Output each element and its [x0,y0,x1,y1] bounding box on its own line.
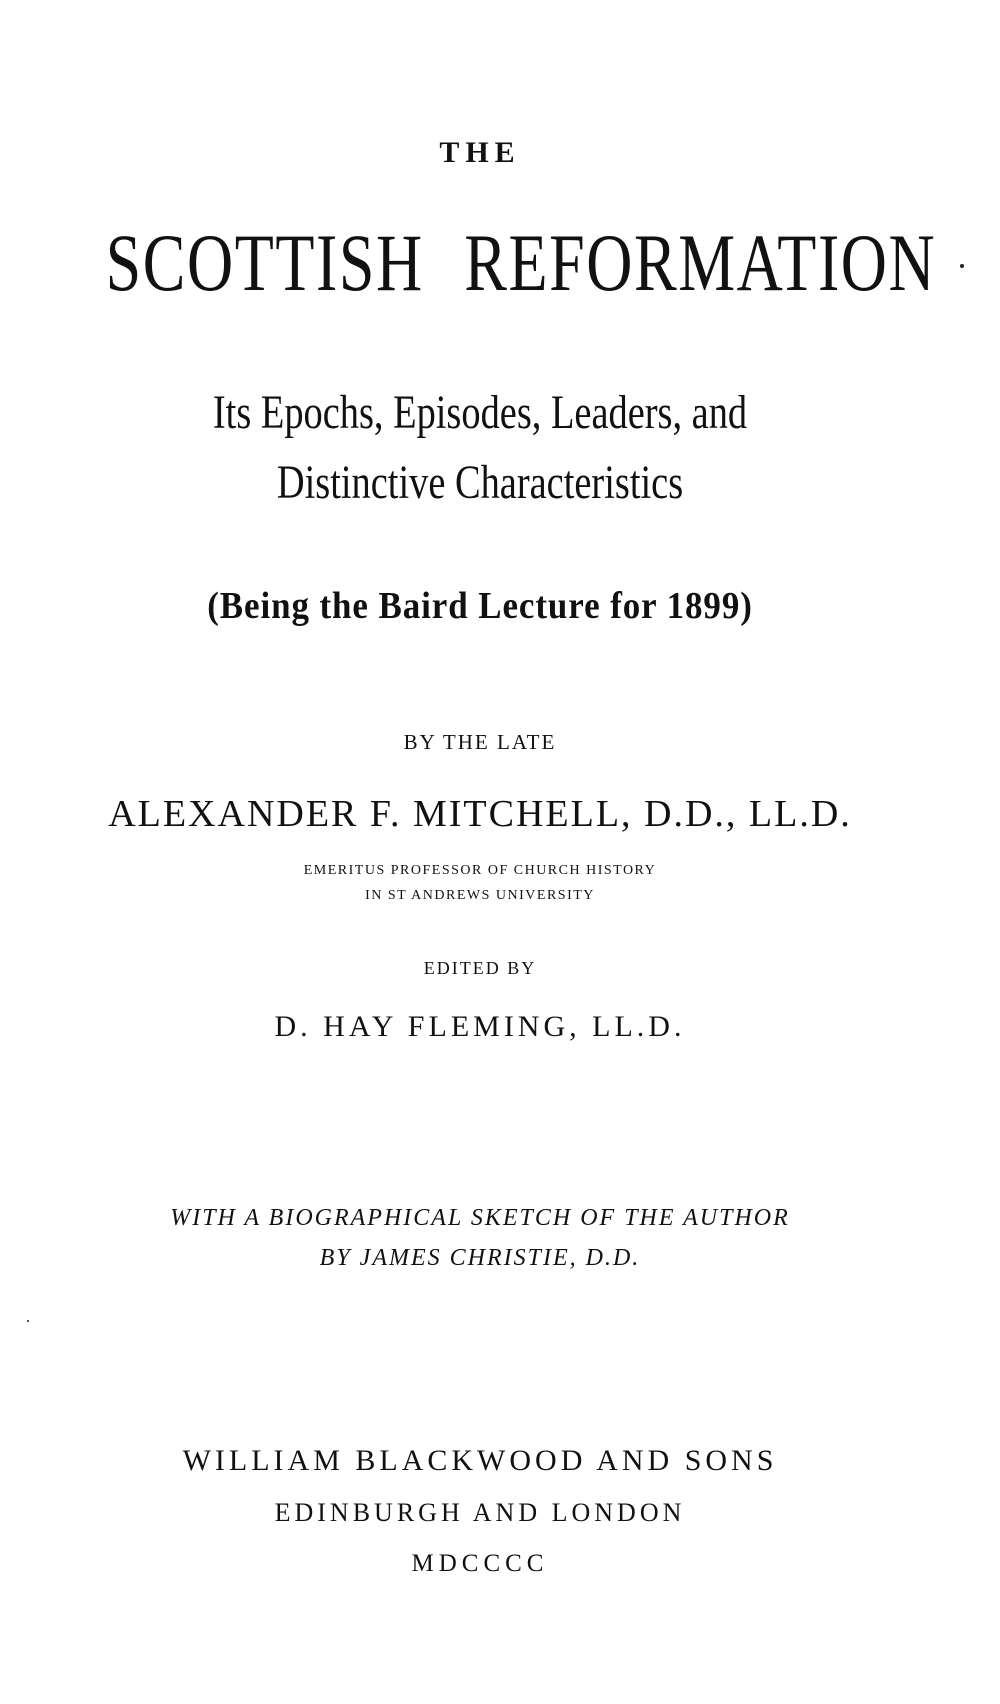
author-affiliation [0,858,960,908]
edited-by-label: EDITED BY [423,958,537,978]
stray-mark [960,264,964,268]
sketch-line-1: WITH A BIOGRAPHICAL SKETCH OF THE AUTHOR [170,1205,790,1231]
subtitle-line-1: Its Epochs, Episodes, Leaders, and [212,386,748,439]
by-the-late-label: BY THE LATE [403,730,557,754]
affiliation-line-1: EMERITUS PROFESSOR OF CHURCH HISTORY [303,863,657,878]
publisher-name: WILLIAM BLACKWOOD AND SONS [182,1444,778,1477]
author-name: ALEXANDER F. MITCHELL, D.D., LL.D. [108,793,852,835]
biographical-sketch-note [0,1198,960,1278]
publication-year: MDCCCC [411,1550,549,1577]
stray-speck [27,1320,29,1322]
main-title-word-2: REFORMATION [464,217,937,308]
main-title [105,217,937,308]
lecture-note: (Being the Baird Lecture for 1899) [207,585,753,627]
sketch-line-2: BY JAMES CHRISTIE, D.D. [319,1245,641,1271]
subtitle-line-2: Distinctive Characteristics [276,456,684,509]
publication-place: EDINBURGH AND LONDON [274,1498,686,1527]
editor-name: D. HAY FLEMING, LL.D. [274,1010,686,1043]
subtitle [96,378,864,518]
main-title-word-1: SCOTTISH [105,217,424,308]
affiliation-line-2: IN ST ANDREWS UNIVERSITY [365,888,595,903]
title-article: THE [439,136,521,169]
